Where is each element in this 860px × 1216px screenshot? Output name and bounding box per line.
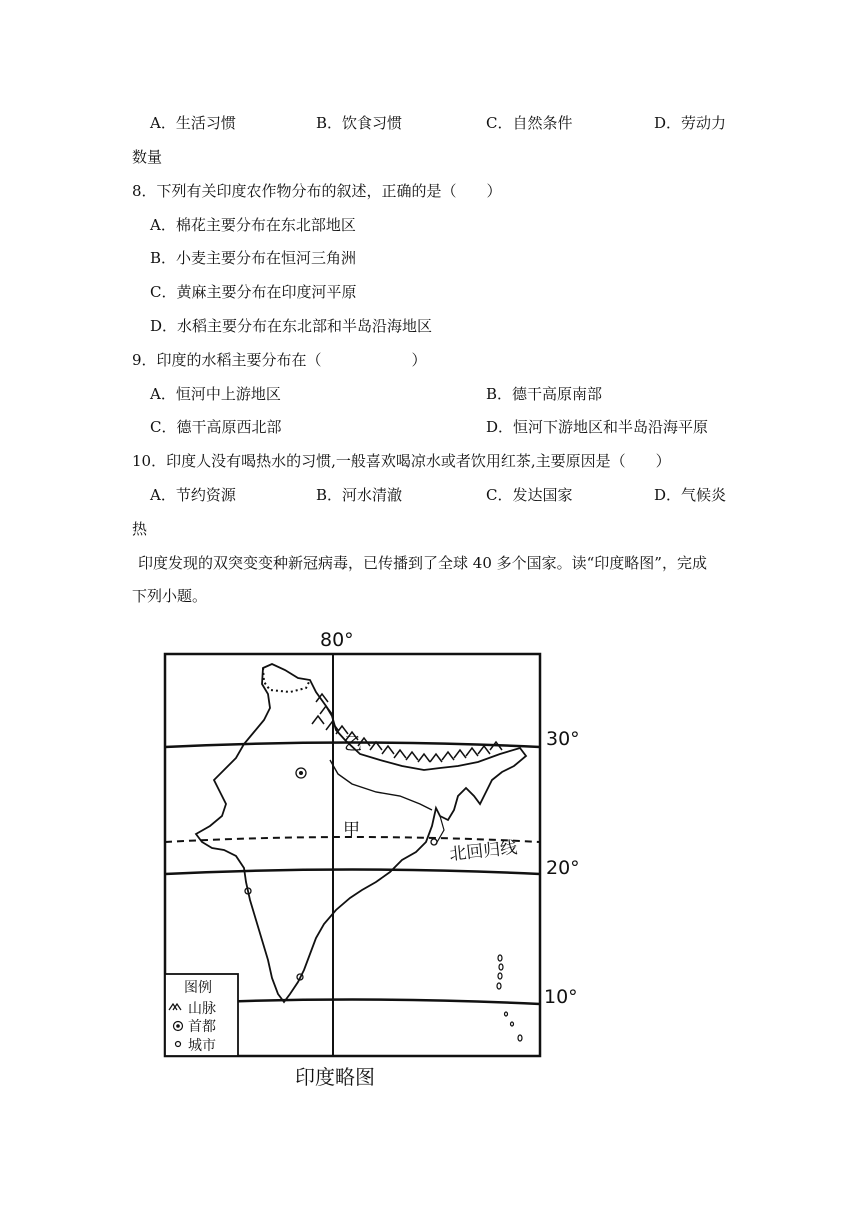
q9-option-a: A．恒河中上游地区: [150, 385, 281, 403]
legend-city: 城市: [188, 1038, 216, 1054]
q10-option-d: D．气候炎: [654, 486, 727, 504]
city-kolkata: [431, 839, 437, 845]
legend-title: 图例: [184, 980, 212, 996]
ganges-river: [330, 760, 432, 810]
map-legend: [165, 974, 238, 1056]
himalaya-mountains: [312, 694, 502, 762]
q10-option-d-wrap: 热: [132, 520, 148, 538]
q8-option-b: B．小麦主要分布在恒河三角洲: [150, 249, 357, 267]
passage-line-2: 下列小题。: [132, 587, 208, 605]
legend-mountain: 山脉: [188, 1001, 216, 1017]
q9-option-c: C．德干高原西北部: [150, 418, 282, 436]
q8-stem: 8．下列有关印度农作物分布的叙述，正确的是（ ）: [132, 182, 502, 200]
q10-stem: 10．印度人没有喝热水的习惯,一般喜欢喝凉水或者饮用红茶,主要原因是（ ）: [132, 452, 671, 470]
label-yi: 乙: [344, 734, 362, 755]
q7-option-a: A．生活习惯: [150, 114, 236, 132]
q8-option-c: C．黄麻主要分布在印度河平原: [150, 283, 357, 301]
label-jia: 甲: [343, 820, 360, 840]
brahmaputra-river: [436, 816, 444, 844]
q10-option-a: A．节约资源: [150, 486, 236, 504]
q7-option-b: B．饮食习惯: [316, 114, 403, 132]
q7-option-c: C．自然条件: [486, 114, 573, 132]
capital-new-delhi: [296, 768, 306, 778]
q8-option-d: D．水稻主要分布在东北部和半岛沿海地区: [150, 317, 433, 335]
q9-option-d: D．恒河下游地区和半岛沿海平原: [486, 418, 709, 436]
lon-label-80: 80°: [320, 629, 354, 651]
lat-label-30: 30°: [546, 728, 580, 750]
lat-label-10: 10°: [544, 986, 578, 1008]
q7-option-d-wrap: 数量: [132, 148, 163, 166]
tropic-label: 北回归线: [448, 837, 519, 865]
q9-option-b: B．德干高原南部: [486, 385, 603, 403]
map-caption: 印度略图: [295, 1065, 375, 1089]
india-map: [140, 620, 610, 1095]
q7-option-d: D．劳动力: [654, 114, 727, 132]
q10-option-b: B．河水清澈: [316, 486, 403, 504]
passage-line-1: 印度发现的双突变变种新冠病毒，已传播到了全球 40 多个国家。读“印度略图”，完成: [138, 554, 707, 572]
legend-capital: 首都: [188, 1019, 216, 1035]
q9-stem: 9．印度的水稻主要分布在（ ）: [132, 351, 427, 369]
parallel-20: [165, 870, 540, 875]
lat-label-20: 20°: [546, 857, 580, 879]
india-outline: [196, 664, 526, 1002]
q8-option-a: A．棉花主要分布在东北部地区: [150, 216, 356, 234]
andaman-islands: [497, 955, 522, 1041]
q10-option-c: C．发达国家: [486, 486, 573, 504]
